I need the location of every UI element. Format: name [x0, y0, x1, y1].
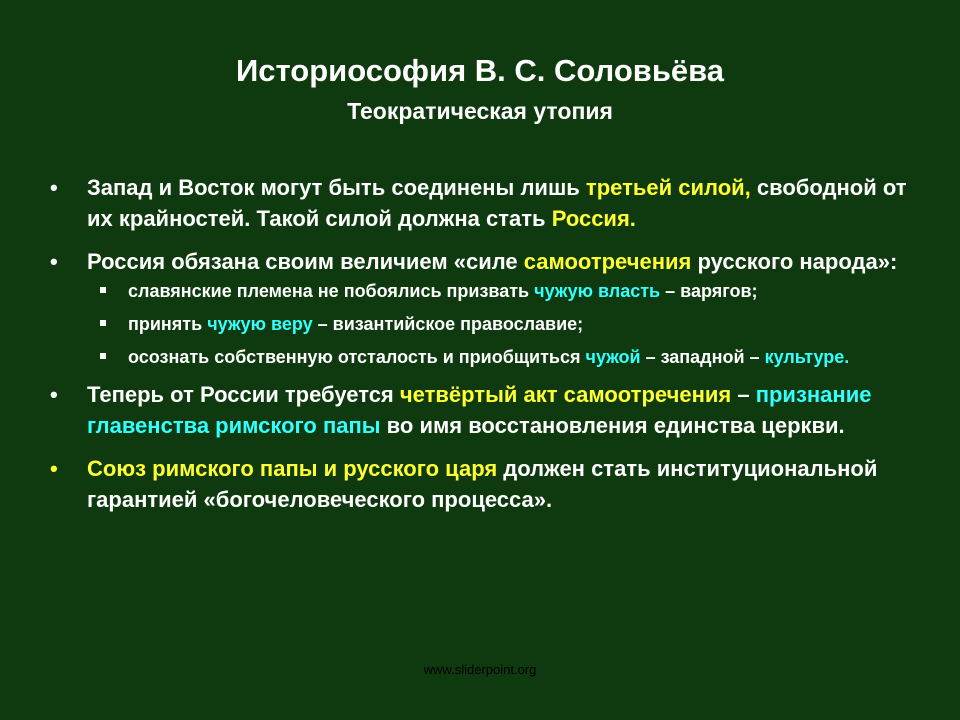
- highlight-cyan: чужую веру: [207, 314, 313, 334]
- square-bullet-icon: [100, 287, 106, 293]
- sub-bullet-item-culture: [50, 345, 888, 369]
- sub-bullet-list: [50, 279, 930, 369]
- sub-bullet-text: – западной –: [640, 347, 765, 367]
- bullet-item-union: [50, 453, 930, 515]
- bullet-text: Теперь от России требуется: [87, 382, 400, 407]
- bullet-dot-icon: •: [50, 456, 58, 481]
- bullet-text: во имя восстановления единства церкви.: [380, 413, 845, 438]
- bullet-text: Россия обязана своим величием «силе: [87, 249, 524, 274]
- bullet-item-fourth-act: [50, 379, 930, 441]
- sub-bullet-item-varangians: [50, 279, 888, 303]
- bullet-list: [50, 172, 930, 527]
- bullet-item-self-denial: [50, 246, 930, 277]
- bullet-text: –: [731, 382, 756, 407]
- footer-watermark: www.sliderpoint.org: [423, 662, 537, 677]
- highlight-cyan: чужую власть: [534, 281, 661, 301]
- slide-title: Историософия В. С. Соловьёва: [235, 53, 725, 88]
- bullet-dot-icon: •: [50, 175, 58, 200]
- highlight-cyan: чужой: [585, 347, 641, 367]
- highlight-cyan: культуре.: [764, 347, 850, 367]
- highlight-cyan: признание главенства римского папы: [87, 382, 872, 438]
- highlight-yellow: Союз римского папы и русского царя: [87, 456, 498, 481]
- highlight-yellow: третьей силой,: [585, 175, 751, 200]
- sub-bullet-text: – варягов;: [660, 281, 758, 301]
- highlight-yellow: четвёртый акт самоотречения: [399, 382, 732, 407]
- bullet-item-west-east: [50, 172, 930, 234]
- bullet-text: свободной от их крайностей. Такой силой должна стать: [87, 175, 907, 231]
- bullet-text: Запад и Восток могут быть соединены лишь: [87, 175, 586, 200]
- bullet-dot-icon: •: [50, 249, 58, 274]
- sub-bullet-text: славянские племена не побоялись призвать: [128, 281, 535, 301]
- highlight-yellow: Россия.: [551, 206, 636, 231]
- sub-bullet-item-faith: [50, 312, 888, 336]
- slide-subtitle: Теократическая утопия: [347, 98, 613, 124]
- sub-bullet-text: осознать собственную отсталость и приобщиться: [128, 347, 586, 367]
- highlight-yellow: самоотречения: [523, 249, 692, 274]
- bullet-text: русского народа»:: [691, 249, 898, 274]
- bullet-text: должен стать институциональной гарантией «богочеловеческого процесса».: [87, 456, 878, 512]
- sub-bullet-text: – византийское православие;: [312, 314, 584, 334]
- square-bullet-icon: [100, 320, 106, 326]
- sub-bullet-text: принять: [128, 314, 208, 334]
- bullet-dot-icon: •: [50, 382, 58, 407]
- square-bullet-icon: [100, 353, 106, 359]
